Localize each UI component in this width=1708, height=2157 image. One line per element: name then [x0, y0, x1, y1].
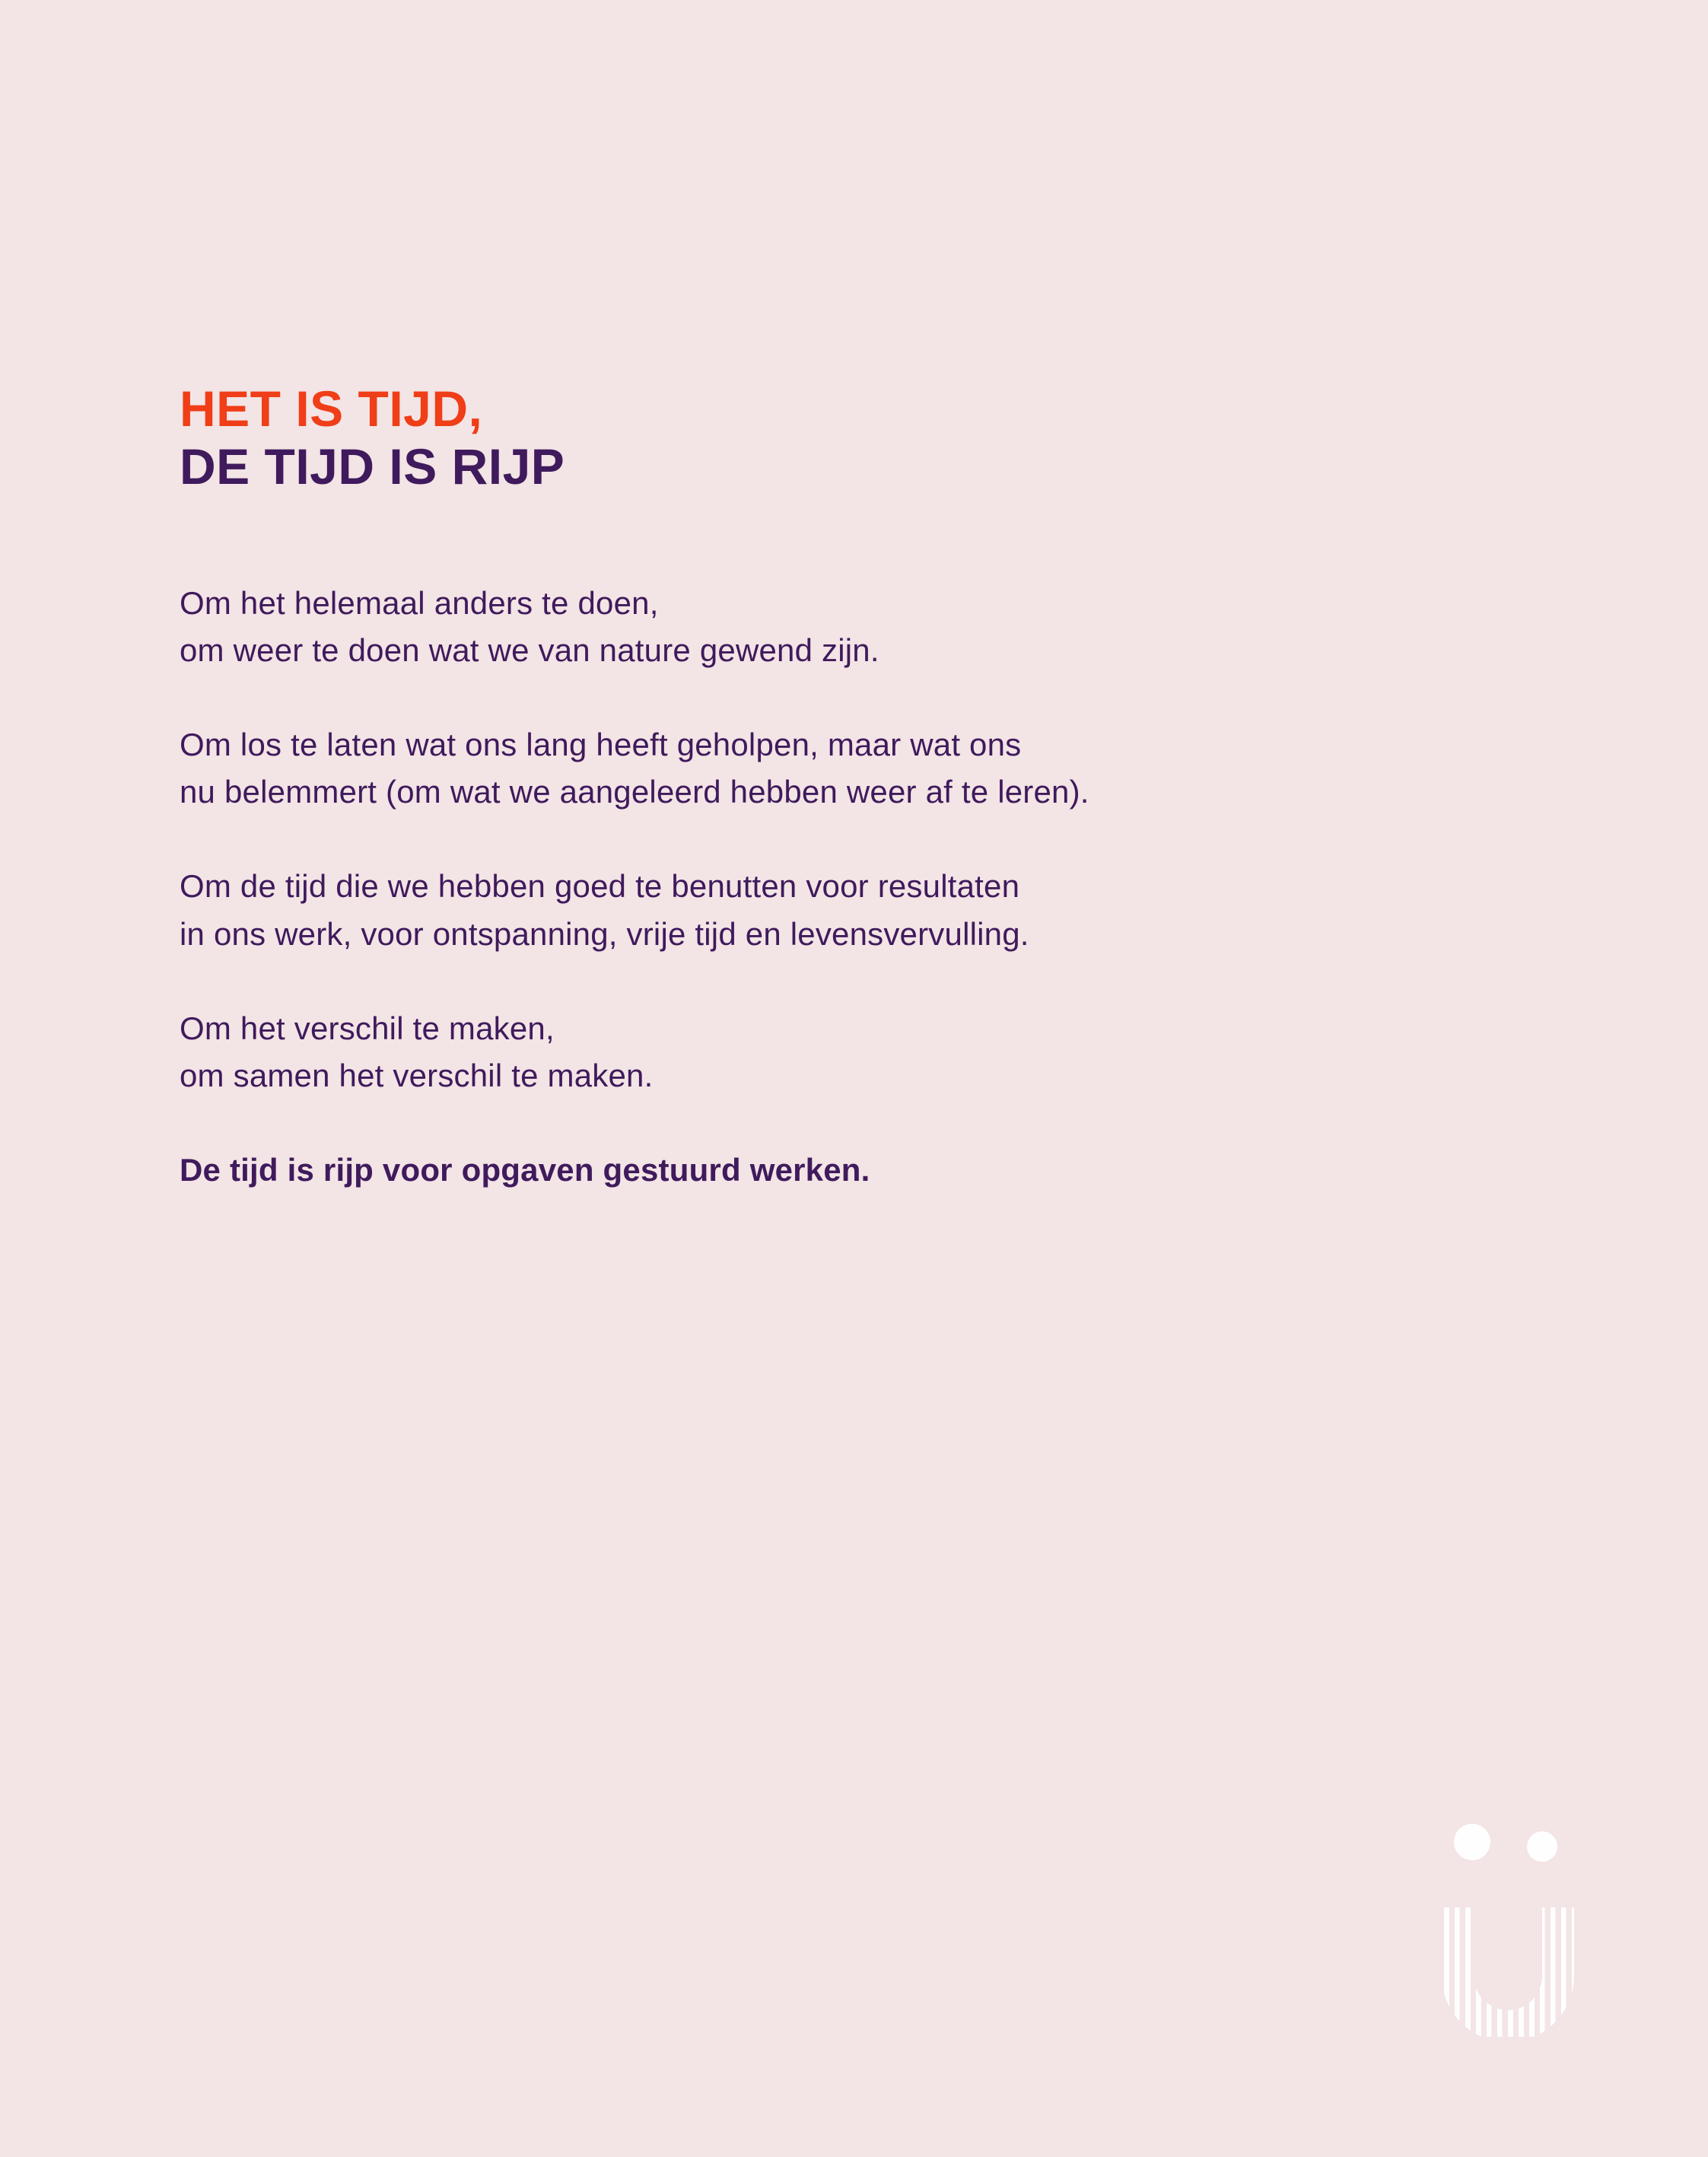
paragraph-line: Om het verschil te maken, — [180, 1010, 555, 1046]
logo-u-shape — [1428, 1892, 1588, 2037]
paragraph-line: nu belemmert (om wat we aangeleerd hebben weer af te leren). — [180, 774, 1089, 810]
paragraph — [180, 580, 1473, 674]
closing-statement: De tijd is rijp voor opgaven gestuurd werken. — [180, 1152, 870, 1188]
page-content — [180, 380, 1473, 1194]
paragraph-line: Om het helemaal anders te doen, — [180, 584, 659, 621]
paragraph-line: in ons werk, voor ontspanning, vrije tijd en levensvervulling. — [180, 915, 1029, 952]
u-umlaut-logo — [1428, 1816, 1588, 2037]
paragraph — [180, 863, 1473, 957]
body-text — [180, 580, 1473, 1194]
page-title-line-1: HET IS TIJD, — [180, 380, 483, 437]
paragraph-line: om weer te doen wat we van nature gewend zijn. — [180, 632, 879, 668]
paragraph-line: om samen het verschil te maken. — [180, 1057, 654, 1093]
paragraph-line: Om los te laten wat ons lang heeft geholpen, maar wat ons — [180, 727, 1022, 763]
page-title-line-2: DE TIJD IS RIJP — [180, 437, 565, 495]
logo-dot-left — [1454, 1824, 1490, 1860]
paragraph — [180, 1005, 1473, 1099]
paragraph — [180, 721, 1473, 816]
page-title — [180, 380, 1473, 496]
paragraph-line: Om de tijd die we hebben goed te benutten voor resultaten — [180, 868, 1020, 905]
logo-dot-right — [1527, 1831, 1557, 1862]
